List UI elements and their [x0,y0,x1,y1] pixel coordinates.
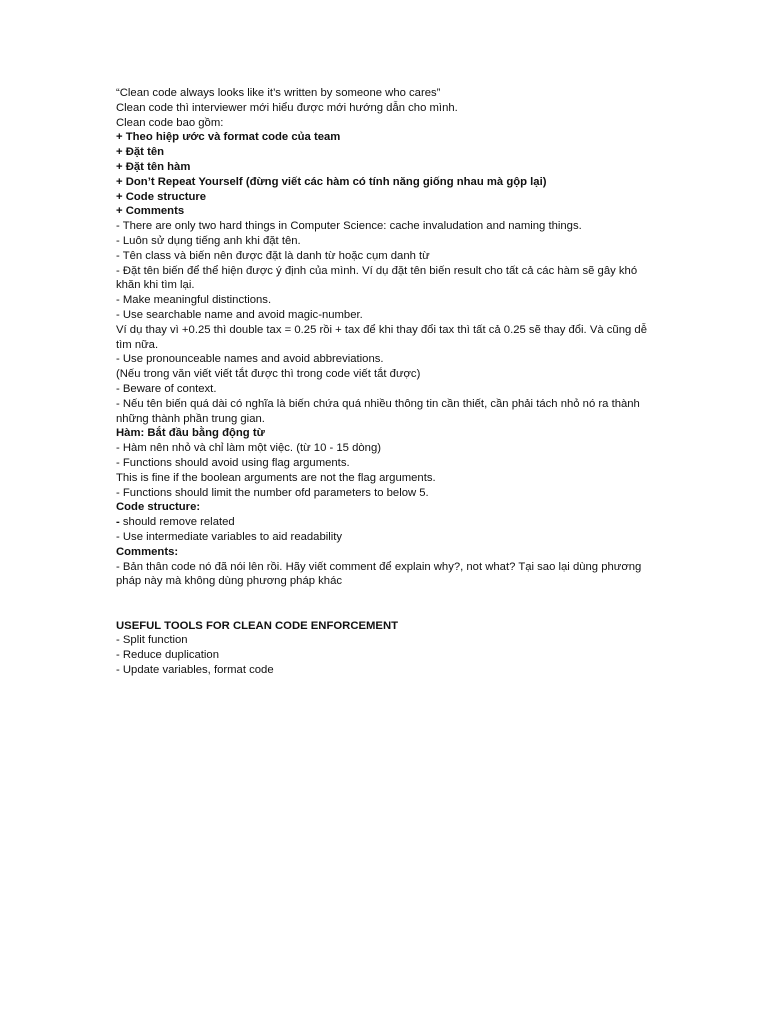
tool-item: - Reduce duplication [116,649,219,662]
code-structure-item: - Use intermediate variables to aid readability [116,530,343,543]
component-item: + Comments [116,205,185,218]
naming-note: - Beware of context. [116,382,217,395]
component-item: + Don’t Repeat Yourself (đừng viết các hàm có tính năng giống nhau mà gộp lại) [116,175,547,188]
quote-line: “Clean code always looks like it’s written by someone who cares” [116,87,441,99]
naming-note: - Nếu tên biến quá dài có nghĩa là biến chứa quá nhiều thông tin cần thiết, cần phải tách nhỏ nó ra thành những thành phần trung gian. [116,397,640,425]
naming-note: - Đặt tên biến để thể hiện được ý định của mình. Ví dụ đặt tên biến result cho tất cả các hàm sẽ gây khó khăn khi tìm lại. [116,264,638,292]
component-item: + Đặt tên [116,146,165,159]
tools-heading: USEFUL TOOLS FOR CLEAN CODE ENFORCEMENT [116,619,399,632]
code-structure-item [116,515,656,530]
naming-note: - Tên class và biến nên được đặt là danh từ hoặc cụm danh từ [116,249,430,262]
functions-heading: Hàm: Bắt đầu bằng động từ [116,427,265,440]
function-item: - Functions should limit the number ofd parameters to below 5. [116,486,429,499]
code-structure-dash: - [116,516,120,529]
component-item: + Theo hiệp ước và format code của team [116,131,341,144]
naming-note: Ví dụ thay vì +0.25 thì double tax = 0.25 rồi + tax để khi thay đổi tax thì tất cả 0.25 sẽ thay đổi. Và cũng dễ tìm nữa. [116,323,647,351]
comments-heading: Comments: [116,545,179,558]
tool-item: - Split function [116,634,188,647]
code-structure-item-text: should remove related [119,516,235,529]
naming-note: - There are only two hard things in Computer Science: cache invaludation and naming things. [116,220,582,233]
function-item: - Hàm nên nhỏ và chỉ làm một việc. (từ 10 - 15 dòng) [116,442,381,455]
naming-note: - Use searchable name and avoid magic-number. [116,308,363,321]
naming-note: - Make meaningful distinctions. [116,294,272,307]
naming-note: - Luôn sử dụng tiếng anh khi đặt tên. [116,234,301,247]
function-item: This is fine if the boolean arguments are not the flag arguments. [116,471,436,484]
comment-item: - Bản thân code nó đã nói lên rồi. Hãy viết comment để explain why?, not what? Tại sao lại dùng phương pháp này mà không dùng phương pháp khác [116,560,642,588]
code-structure-heading: Code structure: [116,501,201,514]
naming-note: - Use pronounceable names and avoid abbreviations. [116,353,384,366]
tool-item: - Update variables, format code [116,664,274,677]
section-spacer [116,589,656,619]
function-item: - Functions should avoid using flag arguments. [116,456,350,469]
document-page [116,86,656,678]
component-item: + Code structure [116,190,207,203]
intro-line: Clean code thì interviewer mới hiểu được mới hướng dẫn cho mình. [116,101,458,114]
intro-line: Clean code bao gồm: [116,116,224,129]
component-item: + Đặt tên hàm [116,160,191,173]
naming-note: (Nếu trong văn viết viết tắt được thì trong code viết tắt được) [116,368,421,381]
